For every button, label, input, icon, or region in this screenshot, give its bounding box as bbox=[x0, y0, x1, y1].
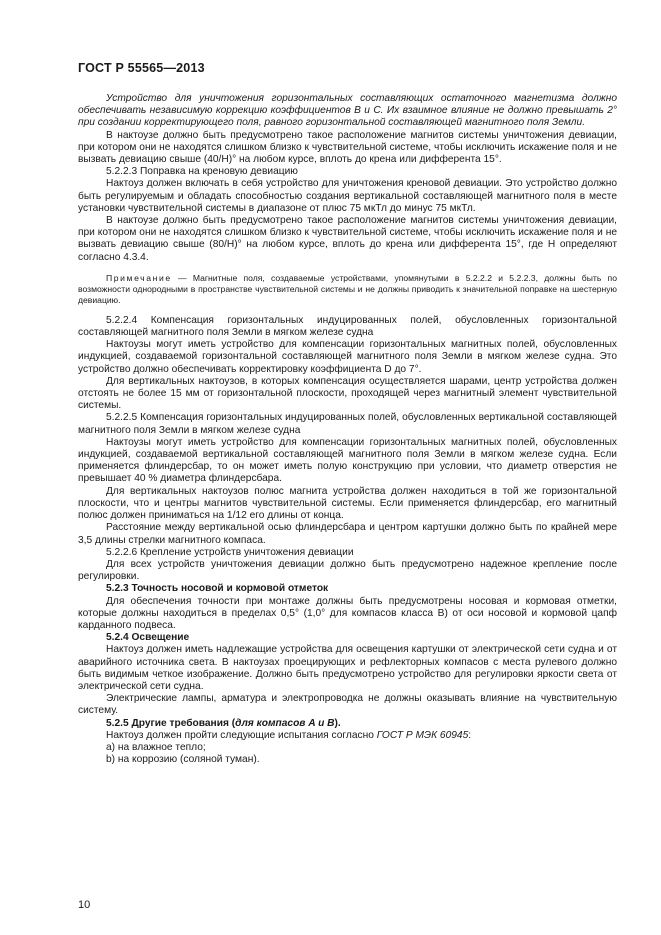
note bbox=[78, 273, 617, 306]
section-heading: 5.2.2.5 Компенсация горизонтальных индуцированных полей, обусловленных вертикальной составляющей магнитного поля Земли в мягком железе судна bbox=[78, 412, 617, 436]
list-item: a) на влажное тепло; bbox=[106, 741, 206, 753]
document-body bbox=[78, 93, 617, 766]
bold-heading: 5.2.3 Точность носовой и кормовой отметок bbox=[106, 583, 329, 595]
paragraph: Расстояние между вертикальной осью флиндерсбара и центром картушки должно быть по крайней мере 3,5 длины стрелки магнитного компаса. bbox=[78, 522, 617, 546]
text-run: Нактоуз должен пройти следующие испытания согласно bbox=[106, 729, 377, 741]
paragraph: Электрические лампы, арматура и электропроводка не должны оказывать влияние на чувствительную систему. bbox=[78, 693, 617, 717]
paragraph: Нактоуз должен иметь надлежащие устройства для освещения картушки от электрической сети судна и от аварийного источника света. В нактоузах проецирующих и рефлекторных компасов с места рулевого должно быть видимым четкое изображение. Должно быть предусмотрено устройство для регулировки яркости света от электрической сети судна. bbox=[78, 644, 617, 692]
section-heading-bold bbox=[78, 718, 617, 730]
paragraph: Для вертикальных нактоузов полюс магнита устройства должен находиться в той же горизонтальной плоскости, что и центры магнитов чувствительной системы. Если применяется флиндерсбар, его магнитный полюс должен приниматься на 1/12 его длины от конца. bbox=[78, 485, 617, 522]
section-heading: 5.2.2.4 Компенсация горизонтальных индуцированных полей, обусловленных горизонтальной составляющей магнитного поля Земли в мягком железе судна bbox=[78, 314, 617, 339]
paragraph: Для обеспечения точности при монтаже должны быть предусмотрены носовая и кормовая отметки, которые должны находиться в пределах 0,5° (1,0° для компасов класса B) от оси носовой и кормовой цапф карданного подвеса. bbox=[78, 595, 617, 631]
paragraph: В нактоузе должно быть предусмотрено такое расположение магнитов системы уничтожения девиации, при котором они не находятся слишком близко к чувствительной системе, чтобы исключить искажение поля и не вызвать девиацию свыше (40/H)° на любом курсе, вплоть до крена или дифферента 15°. bbox=[78, 129, 617, 166]
paragraph: Для вертикальных нактоузов, в которых компенсация осуществляется шарами, центр устройства должен отстоять не более 15 мм от горизонтальной плоскости, проходящей через магнитный элемент чувствительной системы. bbox=[78, 375, 617, 412]
section-heading: 5.2.2.6 Крепление устройств уничтожения девиации bbox=[106, 546, 354, 558]
section-heading: 5.2.2.3 Поправка на креновую девиацию bbox=[106, 166, 298, 178]
paragraph: Нактоузы могут иметь устройство для компенсации горизонтальных магнитных полей, обусловленных индукцией, создаваемой вертикальной составляющей магнитного поля Земли в мягком железе судна. Если применяется флиндерсбар, то он может иметь полую конструкцию при условии, что диаметр отверстия не превышает 40 % диаметра флиндерсбара. bbox=[78, 436, 617, 485]
paragraph: В нактоузе должно быть предусмотрено такое расположение магнитов системы уничтожения девиации, при котором они не находятся слишком близко к чувствительной системе, чтобы исключить искажение поля и не вызвать девиацию свыше (80/H)° на любом курсе, вплоть до крена или дифферента 15°, где H определяют согласно 4.3.4. bbox=[78, 215, 617, 263]
list-item: b) на коррозию (соляной туман). bbox=[106, 754, 260, 766]
paragraph: Нактоузы могут иметь устройство для компенсации горизонтальных магнитных полей, обусловленных индукцией, создаваемой горизонтальной составляющей магнитного поля Земли в мягком железе судна. Это устройство должно обеспечивать корректировку коэффициента D до 7°. bbox=[78, 339, 617, 375]
note-label: Примечание bbox=[106, 272, 172, 283]
paragraph: Устройство для уничтожения горизонтальных составляющих остаточного магнетизма должно обеспечивать независимую коррекцию коэффициентов B и C. Их взаимное влияние не должно превышать 2° при создании корректирующего поля, равного горизонтальной составляющей магнитного поля Земли. bbox=[78, 93, 617, 129]
section-heading-bold bbox=[78, 583, 617, 595]
bold-heading-end: ). bbox=[334, 717, 341, 729]
section-heading-bold bbox=[78, 632, 617, 644]
paragraph: Для всех устройств уничтожения девиации должно быть предусмотрено надежное крепление после регулировки. bbox=[78, 558, 617, 583]
text-run: : bbox=[468, 729, 472, 741]
standard-reference: ГОСТ Р МЭК 60945 bbox=[376, 729, 469, 741]
note-text: — Магнитные поля, создаваемые устройствами, упомянутыми в 5.2.2.2 и 5.2.2.3, должны быть по возможности однородными в пространстве чувствительной системы и не должны приводить к значительной поправке на шестерную девиацию. bbox=[78, 272, 617, 305]
page-number: 10 bbox=[78, 899, 91, 911]
document-header: ГОСТ Р 55565—2013 bbox=[78, 61, 205, 75]
bold-heading: 5.2.4 Освещение bbox=[106, 632, 190, 644]
bold-heading-italic: для компасов A и B bbox=[235, 717, 335, 729]
paragraph: Нактоуз должен включать в себя устройство для уничтожения креновой девиации. Это устройство должно быть регулируемым и обладать способностью создания вертикальной составляющей магнитного поля в месте установки чувствительной системы в диапазоне от плюс 75 мкТл до минус 75 мкТл. bbox=[78, 178, 617, 214]
bold-heading-start: 5.2.5 Другие требования ( bbox=[106, 717, 236, 729]
paragraph bbox=[78, 730, 617, 742]
